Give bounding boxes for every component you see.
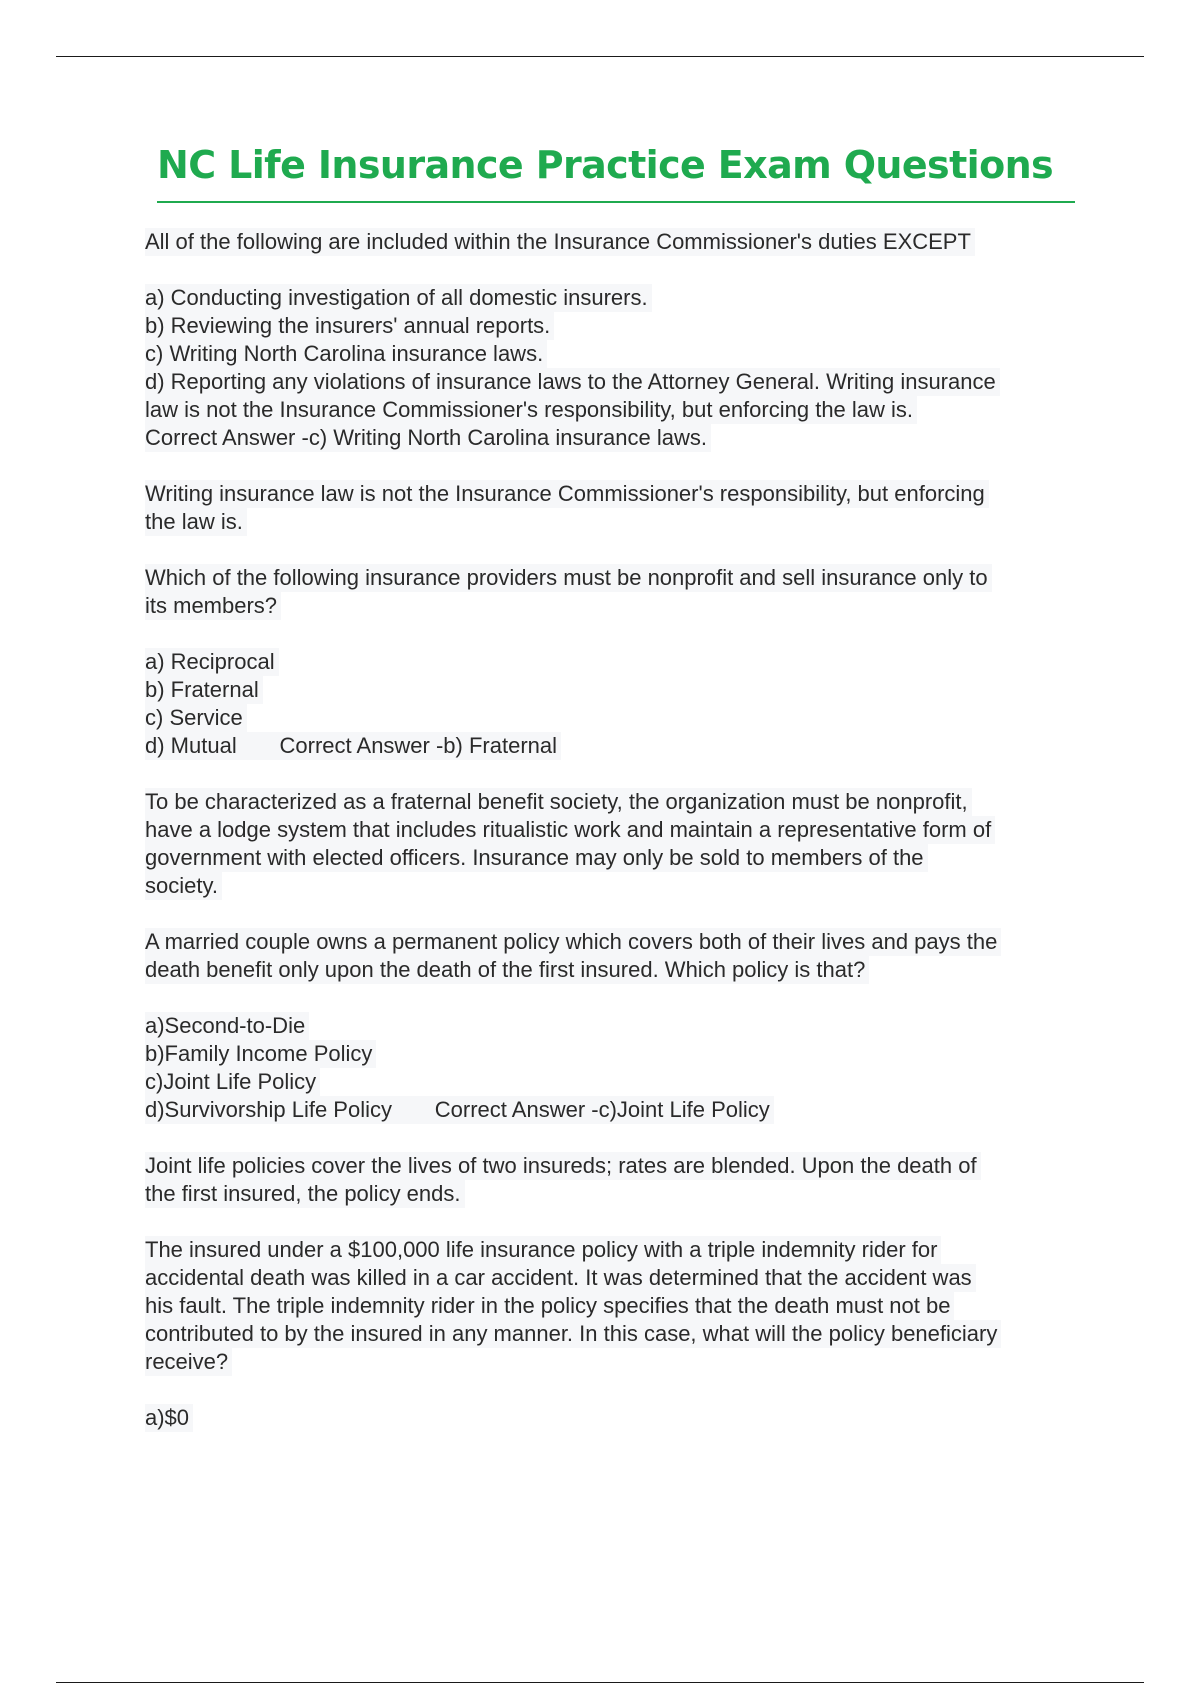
- q2-option-c: c) Service: [145, 704, 247, 732]
- q2-explanation-line4: society.: [145, 872, 222, 900]
- bottom-rule: [56, 1682, 1144, 1683]
- q1-option-c: c) Writing North Carolina insurance laws.: [145, 340, 547, 368]
- q2-explanation-line3: government with elected officers. Insurance may only be sold to members of the: [145, 844, 928, 872]
- q3-option-c: c)Joint Life Policy: [145, 1068, 320, 1096]
- q4-option-a: a)$0: [145, 1404, 193, 1432]
- q2-option-b: b) Fraternal: [145, 676, 263, 704]
- q1-correct-answer: Correct Answer -c) Writing North Carolina insurance laws.: [145, 424, 711, 452]
- q4-question-line1: The insured under a $100,000 life insurance policy with a triple indemnity rider for: [145, 1236, 941, 1264]
- q1-option-a: a) Conducting investigation of all domestic insurers.: [145, 284, 652, 312]
- q3-question-line1: A married couple owns a permanent policy which covers both of their lives and pays the: [145, 928, 1001, 956]
- q2-explanation-line1: To be characterized as a fraternal benefit society, the organization must be nonprofit,: [145, 788, 972, 816]
- q1-option-d-line1: d) Reporting any violations of insurance laws to the Attorney General. Writing insurance: [145, 368, 1000, 396]
- q4-question-line2: accidental death was killed in a car accident. It was determined that the accident was: [145, 1264, 976, 1292]
- q3-option-d-and-answer: d)Survivorship Life Policy Correct Answer -c)Joint Life Policy: [145, 1096, 774, 1124]
- q2-question-line2: its members?: [145, 592, 281, 620]
- q4-question-line3: his fault. The triple indemnity rider in the policy specifies that the death must not be: [145, 1292, 954, 1320]
- q3-explanation-line2: the first insured, the policy ends.: [145, 1180, 465, 1208]
- q2-explanation-line2: have a lodge system that includes ritualistic work and maintain a representative form of: [145, 816, 995, 844]
- q4-question-line5: receive?: [145, 1348, 232, 1376]
- page-title: NC Life Insurance Practice Exam Questions: [157, 143, 1054, 187]
- document-body: [145, 228, 1085, 1432]
- q1-question: All of the following are included within the Insurance Commissioner's duties EXCEPT: [145, 228, 975, 256]
- q3-option-b: b)Family Income Policy: [145, 1040, 376, 1068]
- q3-option-a: a)Second-to-Die: [145, 1012, 309, 1040]
- q1-option-b: b) Reviewing the insurers' annual reports.: [145, 312, 554, 340]
- q2-option-a: a) Reciprocal: [145, 648, 279, 676]
- q1-option-d-line2: law is not the Insurance Commissioner's responsibility, but enforcing the law is.: [145, 396, 917, 424]
- top-rule: [56, 56, 1144, 57]
- q4-question-line4: contributed to by the insured in any manner. In this case, what will the policy beneficiary: [145, 1320, 1001, 1348]
- q1-explanation-line2: the law is.: [145, 508, 247, 536]
- title-underline: [157, 201, 1075, 203]
- q2-option-d-and-answer: d) Mutual Correct Answer -b) Fraternal: [145, 732, 561, 760]
- q1-explanation-line1: Writing insurance law is not the Insurance Commissioner's responsibility, but enforcing: [145, 480, 989, 508]
- q3-explanation-line1: Joint life policies cover the lives of two insureds; rates are blended. Upon the death of: [145, 1152, 981, 1180]
- q2-question-line1: Which of the following insurance providers must be nonprofit and sell insurance only to: [145, 564, 992, 592]
- q3-question-line2: death benefit only upon the death of the first insured. Which policy is that?: [145, 956, 869, 984]
